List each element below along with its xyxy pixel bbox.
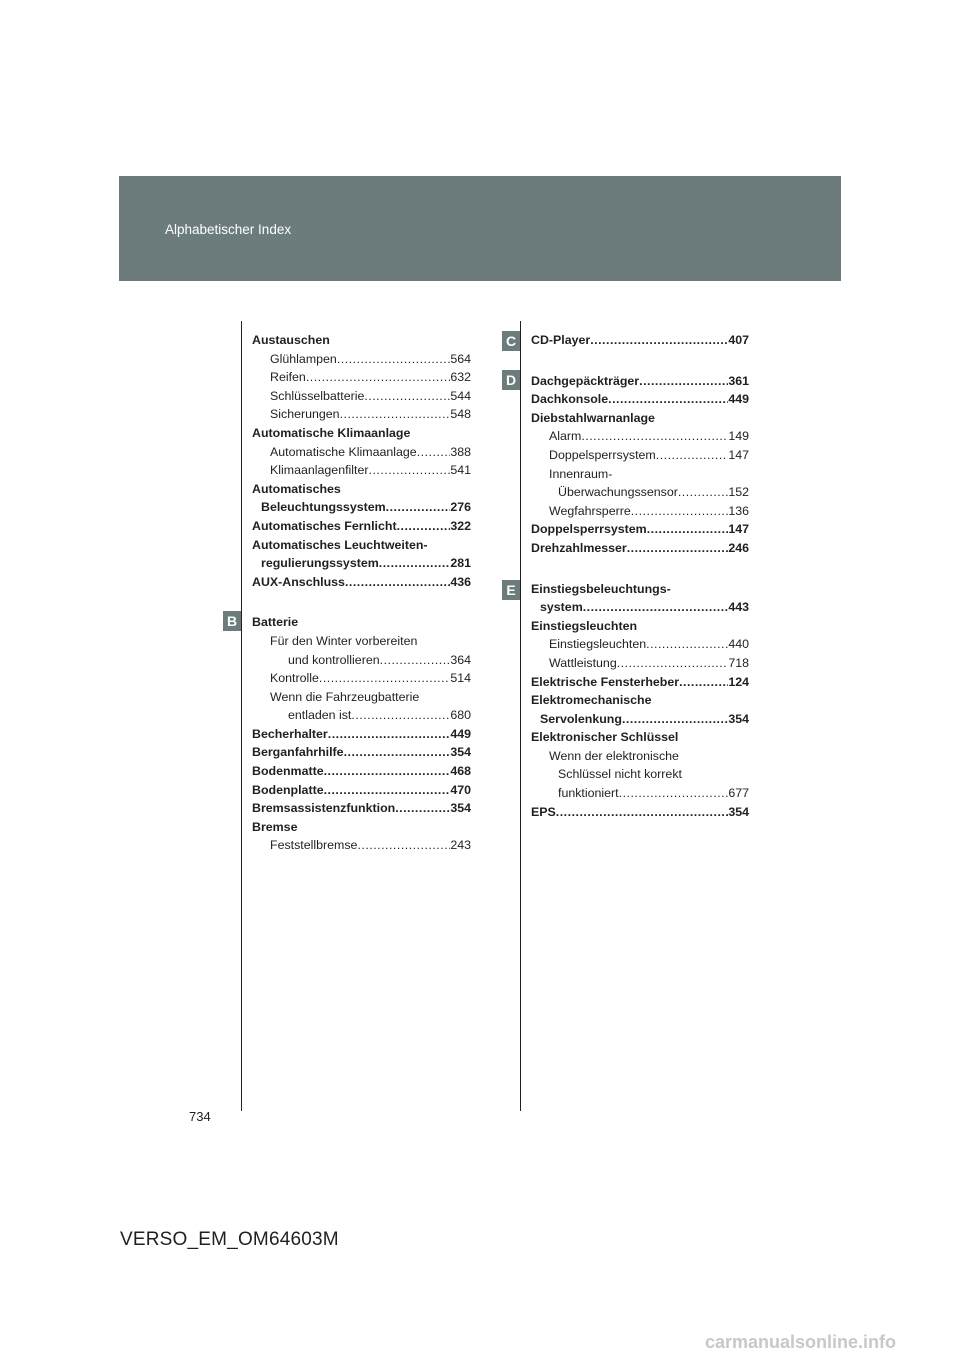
index-subentry: Automatische Klimaanlage ..... 388 [252,443,471,462]
index-subentry: Schlüssel nicht korrekt [558,767,682,782]
index-entry: Automatisches Fernlicht ..... 322 [252,517,471,536]
index-entry: Batterie [252,615,299,630]
index-subentry: Überwachungssensor ..... 152 [531,483,749,502]
index-entry: Berganfahrhilfe ..... 354 [252,743,471,762]
index-subentry: funktioniert ..... 677 [531,784,749,803]
column-rule-right [520,321,521,1111]
document-code: VERSO_EM_OM64603M [120,1229,339,1250]
index-entry: Elektromechanische [531,693,652,708]
watermark: carmanualsonline.info [705,1332,897,1352]
index-subentry: Wegfahrsperre ..... 136 [531,502,749,521]
index-entry: Doppelsperrsystem ..... 147 [531,520,749,539]
page-number: 734 [189,1109,211,1124]
index-entry: Automatisches [252,481,341,496]
index-entry: Bodenplatte ..... 470 [252,781,471,800]
index-entry: Dachkonsole ..... 449 [531,390,749,409]
column-rule-left [241,321,242,1111]
index-entry: Servolenkung ..... 354 [531,710,749,729]
index-subentry: Feststellbremse ..... 243 [252,836,471,855]
index-subentry: Innenraum- [549,466,613,481]
index-subentry: Wenn die Fahrzeugbatterie [270,689,420,704]
index-entry: EPS ..... 354 [531,803,749,822]
section-title: Alphabetischer Index [165,222,292,237]
index-subentry: Einstiegsleuchten ..... 440 [531,635,749,654]
index-entry: Automatische Klimaanlage [252,425,411,440]
index-entry: Drehzahlmesser ..... 246 [531,539,749,558]
index-entry: Becherhalter ..... 449 [252,725,471,744]
index-subentry: Doppelsperrsystem ..... 147 [531,446,749,465]
index-entry: Einstiegsbeleuchtungs- [531,581,671,596]
index-subentry: Reifen ..... 632 [252,368,471,387]
index-subentry: Wenn der elektronische [549,748,679,763]
index-entry: regulierungssystem ..... 281 [252,554,471,573]
letter-tab-b: B [223,611,241,631]
index-entry: Elektronischer Schlüssel [531,730,679,745]
letter-tab-e: E [502,580,520,600]
header-bar [119,176,841,281]
index-subentry: und kontrollieren ..... 364 [252,651,471,670]
index-subentry: Alarm ..... 149 [531,427,749,446]
index-subentry: Klimaanlagenfilter ..... 541 [252,461,471,480]
index-column-2 [531,331,749,821]
index-entry: Automatisches Leuchtweiten- [252,537,428,552]
index-subentry: Sicherungen ..... 548 [252,405,471,424]
index-entry: AUX-Anschluss ..... 436 [252,573,471,592]
index-subentry: Wattleistung ..... 718 [531,654,749,673]
letter-tab-c: C [502,331,520,351]
index-entry: Bremse [252,819,298,834]
index-subentry: Schlüsselbatterie ..... 544 [252,387,471,406]
index-subentry: entladen ist ..... 680 [252,706,471,725]
index-subentry: Glühlampen ..... 564 [252,350,471,369]
index-entry: Beleuchtungssystem ..... 276 [252,498,471,517]
index-entry: Diebstahlwarnanlage [531,410,655,425]
index-entry: Einstiegsleuchten [531,618,638,633]
index-entry: Dachgepäckträger ..... 361 [531,372,749,391]
index-subentry: Für den Winter vorbereiten [270,633,418,648]
index-entry: Austauschen [252,333,330,347]
index-entry: Bremsassistenzfunktion ..... 354 [252,799,471,818]
index-subentry: Kontrolle ..... 514 [252,669,471,688]
index-column-1 [252,331,471,855]
index-entry: system ..... 443 [531,598,749,617]
index-entry: Bodenmatte ..... 468 [252,762,471,781]
index-entry: CD-Player ..... 407 [531,331,749,350]
letter-tab-d: D [502,370,520,390]
index-entry: Elektrische Fensterheber ..... 124 [531,673,749,692]
